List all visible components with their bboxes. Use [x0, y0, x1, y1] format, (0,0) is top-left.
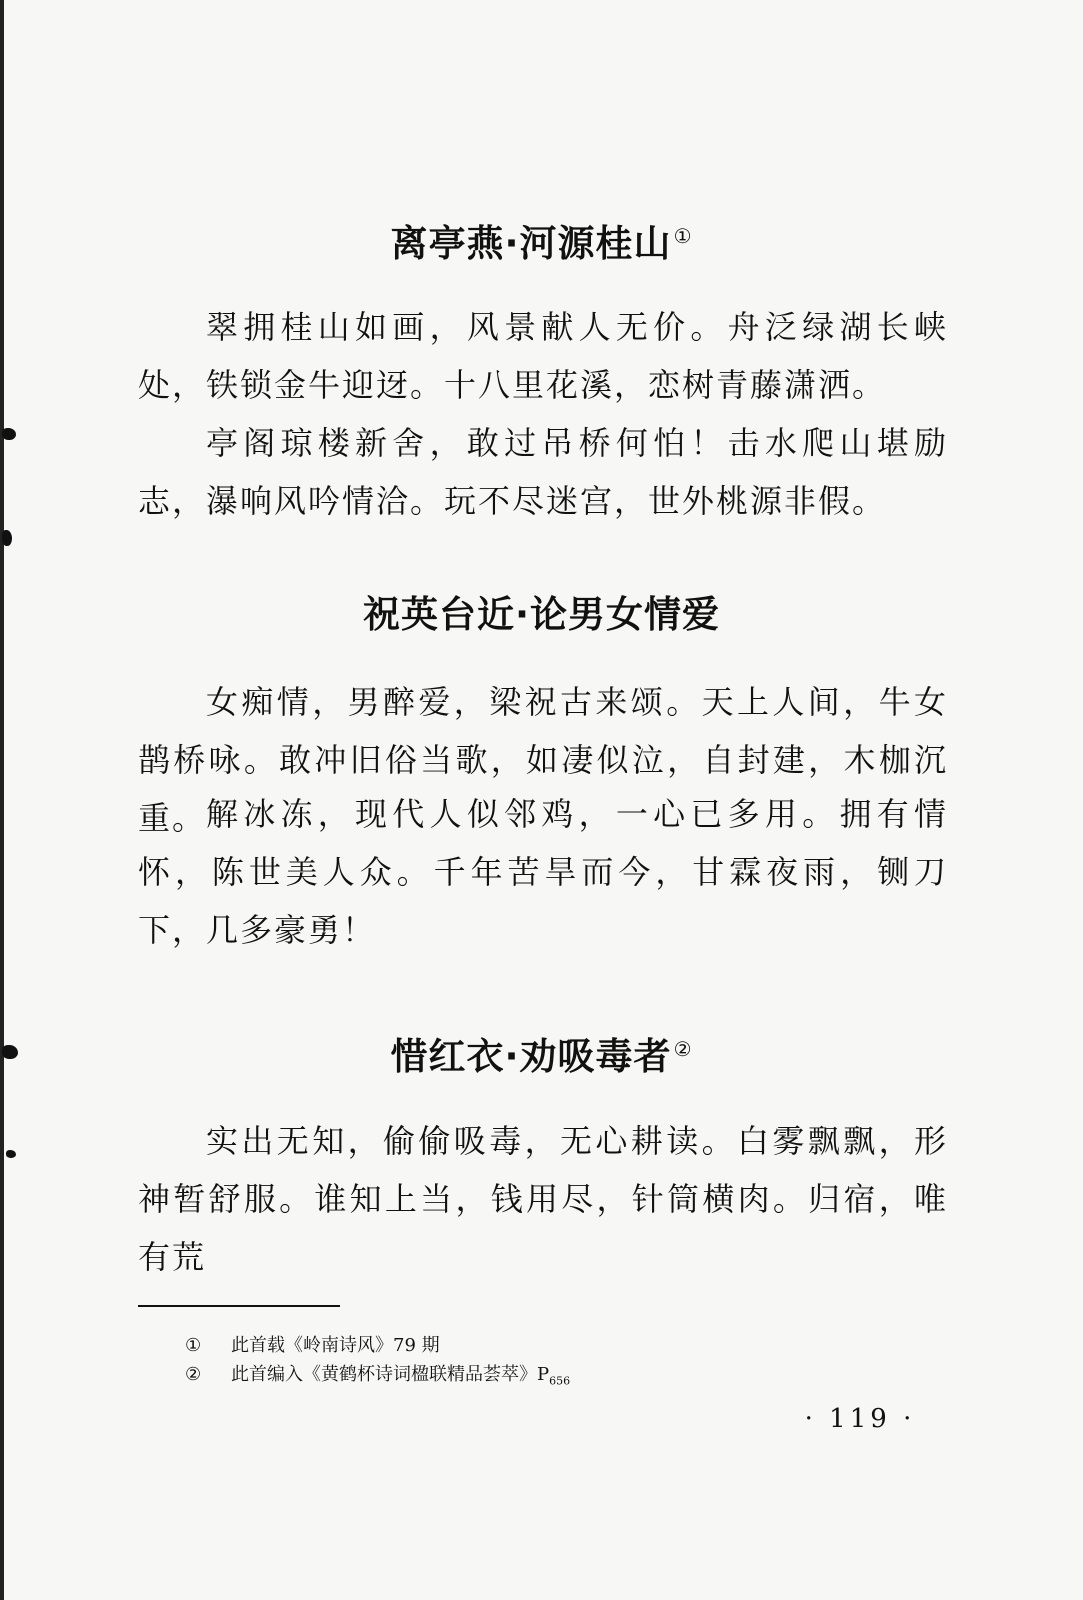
- scan-speck: [2, 530, 12, 546]
- poem-stanza: 女痴情，男醉爱，梁祝古来颂。天上人间，牛女鹊桥咏。敢冲旧俗当歌，如凄似泣，自封建，木枷沉重。: [138, 683, 948, 837]
- footnote-mark: ②: [185, 1364, 202, 1385]
- poem-stanza: 翠拥桂山如画，风景献人无价。舟泛绿湖长峡处，铁锁金牛迎迓。十八里花溪，恋树青藤潇洒。: [138, 308, 948, 404]
- footnote-text: 此首编入《黄鹤杯诗词楹联精品荟萃》P: [231, 1364, 550, 1385]
- poem-title: 惜红衣·劝吸毒者 ②: [390, 1035, 693, 1078]
- footnote-marker: ②: [673, 1036, 693, 1061]
- scan-speck: [2, 428, 16, 440]
- footnote-page-ref: 656: [549, 1374, 571, 1388]
- poem-stanza: 实出无知，偷偷吸毒，无心耕读。白雾飘飘，形神暂舒服。谁知上当，钱用尽，针筒横肉。归宿，唯有荒: [138, 1122, 948, 1276]
- poem-title: 离亭燕·河源桂山 ①: [390, 222, 693, 265]
- poem-title: 祝英台近·论男女情爱: [362, 593, 721, 636]
- poem-stanza: 亭阁琼楼新舍，敢过吊桥何怕！击水爬山堪励志，瀑响风吟情洽。玩不尽迷宫，世外桃源非假。: [138, 424, 948, 520]
- footnote-divider: [138, 1305, 340, 1307]
- footnote-marker: ①: [673, 223, 693, 248]
- poem-stanza: 解冰冻，现代人似邻鸡，一心已多用。拥有情怀，陈世美人众。千年苦旱而今，甘霖夜雨，铡刀下，几多豪勇！: [138, 795, 948, 949]
- footnote-mark: ①: [185, 1335, 202, 1356]
- page-number: · 119 ·: [804, 1404, 916, 1434]
- footnote: [185, 1363, 570, 1394]
- footnote: [185, 1334, 440, 1358]
- footnote-text: 此首载《岭南诗风》79 期: [231, 1335, 440, 1356]
- scan-speck: [6, 1150, 16, 1158]
